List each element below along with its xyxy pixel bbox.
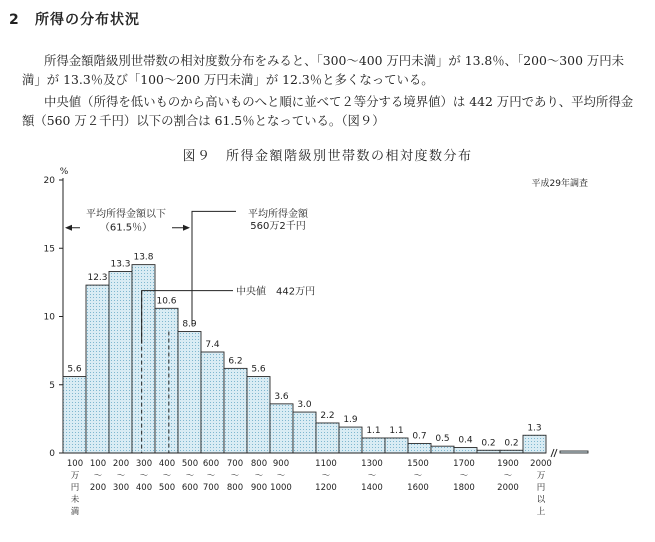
x-tick-label: 以 xyxy=(536,495,546,505)
y-tick-label: 5 xyxy=(49,380,55,391)
x-tick-label: ～ xyxy=(459,471,469,481)
bar-value-label: 3.6 xyxy=(274,391,289,402)
bar xyxy=(523,435,546,453)
bar xyxy=(224,368,247,453)
x-tick-label: 1800 xyxy=(453,483,475,493)
x-tick-label: ～ xyxy=(321,471,331,481)
x-tick-label: 900 xyxy=(272,459,290,469)
bar-value-label: 12.3 xyxy=(87,273,108,284)
x-tick-label: 円 xyxy=(536,483,546,493)
x-tick-label: ～ xyxy=(206,471,216,481)
bar-value-label: 0.7 xyxy=(412,431,427,442)
bar-value-label: 0.5 xyxy=(435,434,450,445)
x-tick-label: 500 xyxy=(158,483,176,493)
bar xyxy=(109,271,132,453)
x-tick-label: 万 xyxy=(70,471,80,481)
section-number: 2 xyxy=(9,12,20,28)
x-tick-label: 1200 xyxy=(315,483,337,493)
bar-value-label: 1.9 xyxy=(343,415,358,426)
paragraph-distribution-text: 所得金額階級別世帯数の相対度数分布をみると、「300～400 万円未満」が 13.8％、「200～300 万円未満」が 13.3％及び「100～200 万円未満」が 12.3％と多くなっている。 xyxy=(22,53,625,87)
x-tick-label: 円 xyxy=(70,483,80,493)
x-tick-label: 900 xyxy=(250,483,268,493)
bar xyxy=(178,332,201,453)
bar-value-label: 2.2 xyxy=(320,410,335,421)
axis-break-mark xyxy=(551,449,557,457)
x-tick-label: 100 xyxy=(66,459,84,469)
x-tick-label: ～ xyxy=(162,471,172,481)
x-tick-label: 2000 xyxy=(497,483,519,493)
bar-value-label: 0.4 xyxy=(458,435,473,446)
x-tick-label: 満 xyxy=(70,507,80,517)
mean-label: 平均所得金額 xyxy=(248,208,308,220)
x-tick-label: 800 xyxy=(250,459,268,469)
x-tick-label: 1600 xyxy=(407,483,429,493)
y-tick-label: 20 xyxy=(43,176,55,186)
x-tick-label: 1900 xyxy=(497,459,519,469)
median-label: 中央値 442万円 xyxy=(236,286,316,298)
x-tick-label: 1000 xyxy=(270,483,292,493)
bar-value-label: 3.0 xyxy=(297,400,312,411)
x-tick-label: 1400 xyxy=(361,483,383,493)
arrow-left-icon xyxy=(65,225,72,231)
x-tick-label: 800 xyxy=(226,483,244,493)
x-tick-label: ～ xyxy=(116,471,126,481)
bar xyxy=(201,352,224,453)
bar-value-label: 1.3 xyxy=(527,423,542,434)
x-tick-label: ～ xyxy=(93,471,103,481)
mean-callout-line xyxy=(192,211,236,325)
x-tick-label: ～ xyxy=(139,471,149,481)
bar xyxy=(408,443,431,453)
x-tick-label: 300 xyxy=(135,459,153,469)
y-tick-label: 0 xyxy=(49,449,55,459)
bar-value-label: 6.2 xyxy=(228,356,243,367)
bar-value-label: 0.2 xyxy=(481,438,496,449)
paragraph-median-text: 中央値（所得を低いものから高いものへと順に並べて２等分する境界値）は 442 万円であり、平均所得金額（560 万２千円）以下の割合は 61.5％となっている。（図９） xyxy=(22,94,634,128)
bar xyxy=(431,446,454,453)
x-tick-label: 200 xyxy=(89,483,107,493)
bar-value-label: 0.2 xyxy=(504,438,519,449)
x-tick-label: ～ xyxy=(254,471,264,481)
bar-value-label: 5.6 xyxy=(67,364,82,375)
bar xyxy=(247,377,270,453)
x-tick-label: 2000 xyxy=(530,459,552,469)
x-tick-label: 600 xyxy=(202,459,220,469)
bar xyxy=(270,404,293,453)
x-tick-label: ～ xyxy=(276,471,286,481)
bar-value-label: 1.1 xyxy=(366,425,381,436)
x-tick-label: 400 xyxy=(135,483,153,493)
x-tick-label: ～ xyxy=(230,471,240,481)
bar xyxy=(155,308,178,453)
bar xyxy=(362,438,385,453)
x-tick-label: 400 xyxy=(158,459,176,469)
bar xyxy=(339,427,362,453)
x-tick-label: 万 xyxy=(536,471,546,481)
bar xyxy=(293,412,316,453)
below-mean-share: （61.5％） xyxy=(99,222,153,234)
x-tick-label: 未 xyxy=(70,495,80,505)
x-tick-label: ～ xyxy=(413,471,423,481)
x-tick-label: ～ xyxy=(503,471,513,481)
bar xyxy=(454,448,477,453)
bar-value-label: 13.3 xyxy=(110,259,131,270)
bar-value-label: 7.4 xyxy=(205,339,220,350)
x-tick-label: 700 xyxy=(226,459,244,469)
x-tick-label: 600 xyxy=(181,483,199,493)
x-tick-label: 1500 xyxy=(407,459,429,469)
survey-note: 平成29年調査 xyxy=(531,179,588,189)
x-tick-label: 上 xyxy=(536,507,546,517)
x-tick-label: 1100 xyxy=(315,459,337,469)
bar-value-label: 5.6 xyxy=(251,364,266,375)
below-mean-label: 平均所得金額以下 xyxy=(86,208,166,220)
mean-value: 560万2千円 xyxy=(250,221,306,233)
y-tick-label: 10 xyxy=(43,312,55,323)
bar-value-label: 1.1 xyxy=(389,425,404,436)
x-tick-label: ～ xyxy=(185,471,195,481)
bar-value-label: 13.8 xyxy=(133,252,154,263)
bar xyxy=(316,423,339,453)
bar xyxy=(63,377,86,453)
arrow-right-icon xyxy=(183,225,190,231)
x-tick-label: ～ xyxy=(367,471,377,481)
x-tick-label: 700 xyxy=(202,483,220,493)
section-title: 所得の分布状況 xyxy=(35,12,140,28)
x-tick-label: 100 xyxy=(89,459,107,469)
x-tick-label: 200 xyxy=(112,459,130,469)
x-tick-label: 1300 xyxy=(361,459,383,469)
y-unit-label: % xyxy=(59,167,69,177)
x-tick-label: 1700 xyxy=(453,459,475,469)
bar xyxy=(86,285,109,453)
bar xyxy=(385,438,408,453)
x-tick-label: 500 xyxy=(181,459,199,469)
bar xyxy=(132,265,155,453)
bar-value-label: 8.9 xyxy=(182,319,197,330)
y-tick-label: 15 xyxy=(43,244,55,255)
tail-bar xyxy=(560,451,588,453)
bar-value-label: 10.6 xyxy=(156,296,177,307)
x-tick-label: 300 xyxy=(112,483,130,493)
figure-title: 図９ 所得金額階級別世帯数の相対度数分布 xyxy=(182,149,473,164)
